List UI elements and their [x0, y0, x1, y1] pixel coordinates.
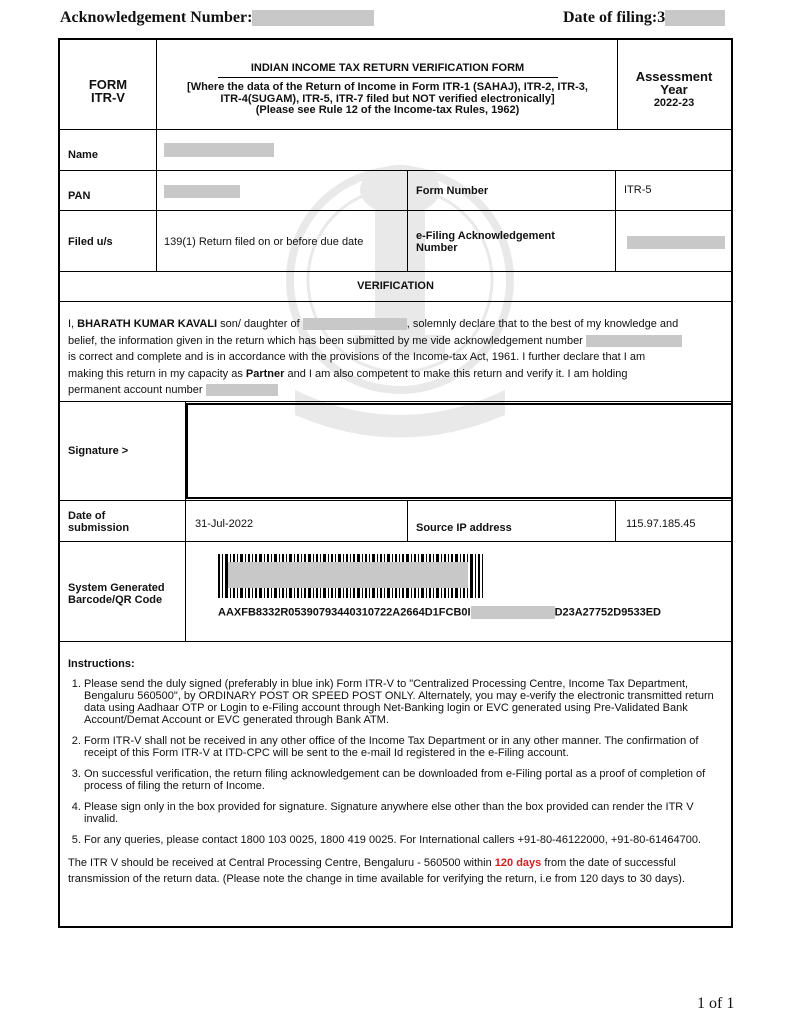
- declaration-line1: [68, 316, 723, 333]
- declaration-text-declare: , solemnly declare that to the best of my knowledge and: [406, 318, 679, 330]
- efiling-ack-label: [416, 230, 555, 254]
- source-ip-value: 115.97.185.45: [626, 518, 696, 530]
- barcode-code-text: [218, 606, 661, 619]
- barcode-code-start: AAXFB8332R05390793440310722A2664D1FCB0I: [218, 606, 471, 619]
- date-of-submission-label-line2: submission: [68, 522, 130, 534]
- name-col-divider: [156, 129, 157, 271]
- declaration-text-line2: belief, the information given in the return which has been submitted by me vide acknowledgement number: [68, 334, 583, 347]
- row-line-4: [60, 271, 731, 272]
- itr-v-form: [58, 38, 733, 928]
- form-name-line2: ITR-V: [91, 90, 125, 105]
- header-divider-left: [156, 40, 157, 129]
- acknowledgement-number-header: [60, 9, 374, 27]
- row-line-1: [60, 129, 731, 130]
- redacted-acknowledgement-number: [252, 10, 374, 26]
- form-number-value-divider: [615, 170, 616, 271]
- declaration-line4: [68, 366, 723, 383]
- declaration-text-start: I,: [68, 318, 78, 330]
- signature-label: Signature >: [68, 445, 129, 457]
- row-line-7: [60, 500, 731, 501]
- assessment-year-label-line2: Year: [660, 82, 688, 97]
- redacted-date-of-filing: [665, 10, 725, 26]
- row-line-2: [60, 170, 731, 171]
- form-number-value: ITR-5: [624, 184, 652, 196]
- instruction-item-5: 5. For any queries, please contact 1800 103 0025, 1800 419 0025. For International callers +91-80-46122000, +91-80-61464700.: [84, 834, 728, 846]
- barcode-image: [218, 554, 483, 598]
- date-of-filing-label: Date of filing:: [563, 9, 658, 26]
- declaration-line2: [68, 333, 723, 350]
- note-days-highlight: 120 days: [494, 857, 542, 869]
- barcode-code-end: D23A27752D9533ED: [554, 606, 661, 619]
- form-title-underline: [218, 77, 558, 78]
- note-text-start: The ITR V should be received at Central Processing Centre, Bengaluru - 560500 within: [68, 857, 495, 869]
- date-of-filing-header: [563, 9, 725, 27]
- verification-heading: VERIFICATION: [357, 280, 434, 292]
- declaration-text-son-of: son/ daughter of: [217, 318, 303, 330]
- instructions-list: [68, 678, 728, 846]
- date-of-submission-value: 31-Jul-2022: [195, 518, 254, 530]
- redacted-efiling-ack-number: [627, 236, 725, 249]
- redacted-pan: [164, 185, 240, 198]
- form-title: INDIAN INCOME TAX RETURN VERIFICATION FORM: [250, 62, 525, 74]
- form-number-label: Form Number: [416, 185, 489, 197]
- ip-value-divider: [615, 500, 616, 541]
- assessment-year-block: [617, 70, 731, 109]
- note-text-end: from the date of successful transmission of the return data. (Please note the change in time available for verifying the return, i.e from 120 days to 30 days).: [68, 857, 685, 885]
- redacted-pan-inline: [206, 384, 278, 396]
- instruction-item-3: 3. On successful verification, the return filing acknowledgement can be downloaded from e-Filing portal as a proof of completion of process of filing the return of Income.: [84, 768, 728, 792]
- verification-declaration: [68, 316, 723, 399]
- instructions-heading: Instructions:: [68, 658, 135, 670]
- instruction-item-1: 1. Please send the duly signed (preferably in blue ink) Form ITR-V to "Centralized Processing Centre, Income Tax Department, Bengaluru 560500", by ORDINARY POST OR SPEED POST ONLY. Alternately, you may e-verify the electronic transmitted return data using Aadhaar OTP or Login to e-Filing account through Net-Banking login or EVC generated using Pre-Validated Bank Account/Demat Account or EVC generated through Bank ATM.: [84, 678, 728, 726]
- form-name-line1: FORM: [88, 77, 128, 92]
- redacted-barcode-code: [471, 606, 555, 619]
- acknowledgement-number-label: Acknowledgement Number:: [60, 9, 253, 26]
- efiling-ack-label-line1: e-Filing Acknowledgement: [416, 230, 555, 242]
- instruction-item-4: 4. Please sign only in the box provided for signature. Signature anywhere else other than the box provided can render the ITR V invalid.: [84, 801, 728, 825]
- barcode-label-line1: System Generated: [68, 582, 165, 594]
- assessment-year-label-line1: Assessment: [635, 69, 713, 84]
- row-line-9: [60, 641, 731, 642]
- row-line-3: [60, 210, 731, 211]
- itr-v-receipt-note: [68, 855, 728, 887]
- row-line-8: [60, 541, 731, 542]
- date-of-filing-partial: 3: [657, 9, 666, 26]
- signature-box[interactable]: [186, 403, 733, 499]
- source-ip-label: Source IP address: [416, 522, 512, 534]
- filed-us-value: 139(1) Return filed on or before due date: [164, 236, 364, 248]
- declaration-text-pan: permanent account number: [68, 384, 203, 396]
- declaration-text-capacity: making this return in my capacity as: [68, 367, 246, 380]
- form-subtitle-line1: [Where the data of the Return of Income in Form ITR-1 (SAHAJ), ITR-2, ITR-3,: [187, 81, 588, 93]
- declarant-name: BHARATH KUMAR KAVALI: [77, 318, 218, 330]
- declaration-text-competent: and I am also competent to make this return and verify it. I am holding: [284, 367, 628, 380]
- efiling-ack-label-line2: Number: [416, 242, 458, 254]
- ip-label-divider: [407, 500, 408, 541]
- declarant-capacity: Partner: [245, 367, 285, 380]
- barcode-label: [68, 582, 165, 606]
- pan-label: PAN: [68, 190, 91, 202]
- form-number-col-divider: [407, 170, 408, 271]
- date-of-submission-label: [68, 510, 129, 534]
- declaration-line5: [68, 382, 723, 399]
- barcode-label-line2: Barcode/QR Code: [68, 594, 163, 606]
- form-subtitle-line3: (Please see Rule 12 of the Income-tax Rules, 1962): [255, 104, 520, 116]
- name-label: Name: [68, 149, 98, 161]
- filed-us-label: Filed u/s: [68, 236, 113, 248]
- date-of-submission-label-line1: Date of: [68, 510, 106, 522]
- declaration-line3: is correct and complete and is in accordance with the provisions of the Income-tax Act, 1961. I further declare that I am: [68, 351, 646, 363]
- redacted-ack-number-inline: [586, 335, 682, 347]
- row-line-5: [60, 301, 731, 302]
- instruction-item-2: 2. Form ITR-V shall not be received in any other office of the Income Tax Department or in any other manner. The confirmation of receipt of this Form ITR-V at ITD-CPC will be sent to the e-mail Id registered in the e-Filing account.: [84, 735, 728, 759]
- form-subtitle-line2: ITR-4(SUGAM), ITR-5, ITR-7 filed but NOT verified electronically]: [220, 92, 555, 105]
- page-number: 1 of 1: [697, 995, 735, 1012]
- form-title-block: [160, 62, 615, 117]
- redacted-parent-name: [303, 318, 407, 330]
- row-line-6: [60, 401, 731, 402]
- assessment-year-value: 2022-23: [653, 97, 695, 109]
- instructions-section: [68, 658, 728, 887]
- redacted-name: [164, 143, 274, 157]
- form-name: [60, 78, 156, 104]
